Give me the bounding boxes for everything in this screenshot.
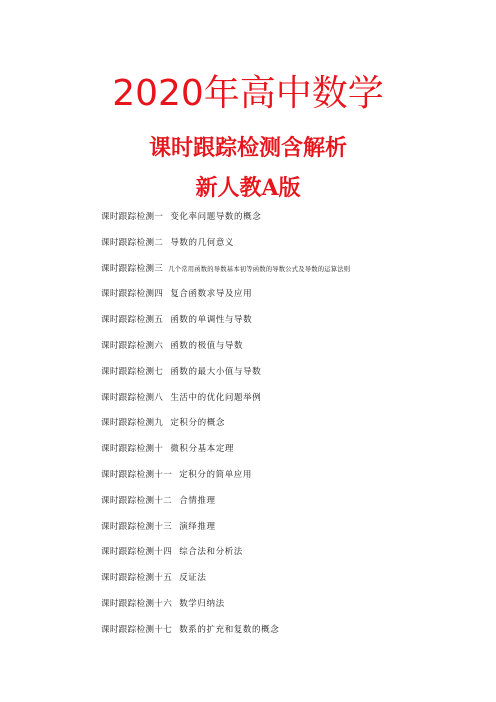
toc-item-label: 课时跟踪检测七 (101, 366, 164, 377)
toc-item (101, 463, 491, 489)
toc-item-topic: 数学归纳法 (179, 598, 225, 609)
toc-item-topic: 综合法和分析法 (179, 547, 243, 558)
toc-item (101, 334, 491, 360)
toc-item (101, 437, 491, 463)
toc-item (101, 231, 491, 257)
toc-item-topic: 定积分的概念 (170, 418, 225, 429)
toc-item-label: 课时跟踪检测三 (101, 263, 164, 274)
toc-item (101, 566, 491, 592)
toc-item-topic: 函数的极值与导数 (170, 340, 244, 351)
document-title: 2020年高中数学 (112, 73, 384, 114)
toc-item-label: 课时跟踪检测十一 (101, 469, 173, 480)
toc-item-label: 课时跟踪检测八 (101, 392, 164, 403)
toc-item (101, 282, 491, 308)
toc-item-label: 课时跟踪检测十二 (101, 495, 173, 506)
toc-item-label: 课时跟踪检测九 (101, 418, 164, 429)
table-of-contents (101, 205, 491, 644)
toc-item-topic: 生活中的优化问题举例 (170, 392, 262, 403)
toc-item (101, 386, 491, 412)
toc-item (101, 618, 491, 644)
toc-item-label: 课时跟踪检测六 (101, 340, 164, 351)
toc-item-label: 课时跟踪检测十 (101, 444, 164, 455)
toc-item-label: 课时跟踪检测十五 (101, 573, 173, 584)
edition-label: 新人教A版 (195, 175, 301, 201)
toc-item-topic: 导数的几何意义 (170, 237, 235, 248)
toc-item-label: 课时跟踪检测五 (101, 315, 164, 326)
toc-item-topic: 函数的最大小值与导数 (170, 366, 262, 377)
toc-item (101, 205, 491, 231)
toc-item-label: 课时跟踪检测一 (101, 212, 164, 222)
toc-item (101, 515, 491, 541)
toc-item-topic: 几个常用函数的导数基本初等函数的导数公式及导数的运算法则 (168, 265, 351, 273)
toc-item (101, 489, 491, 515)
toc-item (101, 411, 491, 437)
toc-item (101, 308, 491, 334)
toc-item-topic: 定积分的简单应用 (179, 469, 253, 480)
toc-item-topic: 合情推理 (179, 495, 216, 506)
toc-item (101, 360, 491, 386)
toc-item (101, 592, 491, 618)
toc-item-label: 课时跟踪检测十四 (101, 547, 173, 558)
toc-item-topic: 反证法 (179, 573, 207, 584)
toc-item-label: 课时跟踪检测十七 (101, 624, 173, 635)
toc-item-topic: 微积分基本定理 (170, 444, 235, 455)
toc-item-topic: 数系的扩充和复数的概念 (179, 624, 280, 635)
document-subtitle: 课时跟踪检测含解析 (148, 135, 347, 161)
toc-item-topic: 演绎推理 (179, 521, 216, 532)
toc-item-topic: 变化率问题导数的概念 (170, 212, 262, 222)
toc-item-topic: 复合函数求导及应用 (170, 289, 253, 300)
toc-item (101, 257, 491, 283)
toc-item-label: 课时跟踪检测四 (101, 289, 164, 300)
toc-item-label: 课时跟踪检测十三 (101, 521, 173, 532)
toc-item-label: 课时跟踪检测十六 (101, 598, 173, 609)
toc-item (101, 540, 491, 566)
toc-item-topic: 函数的单调性与导数 (170, 315, 253, 326)
toc-item-label: 课时跟踪检测二 (101, 237, 164, 248)
